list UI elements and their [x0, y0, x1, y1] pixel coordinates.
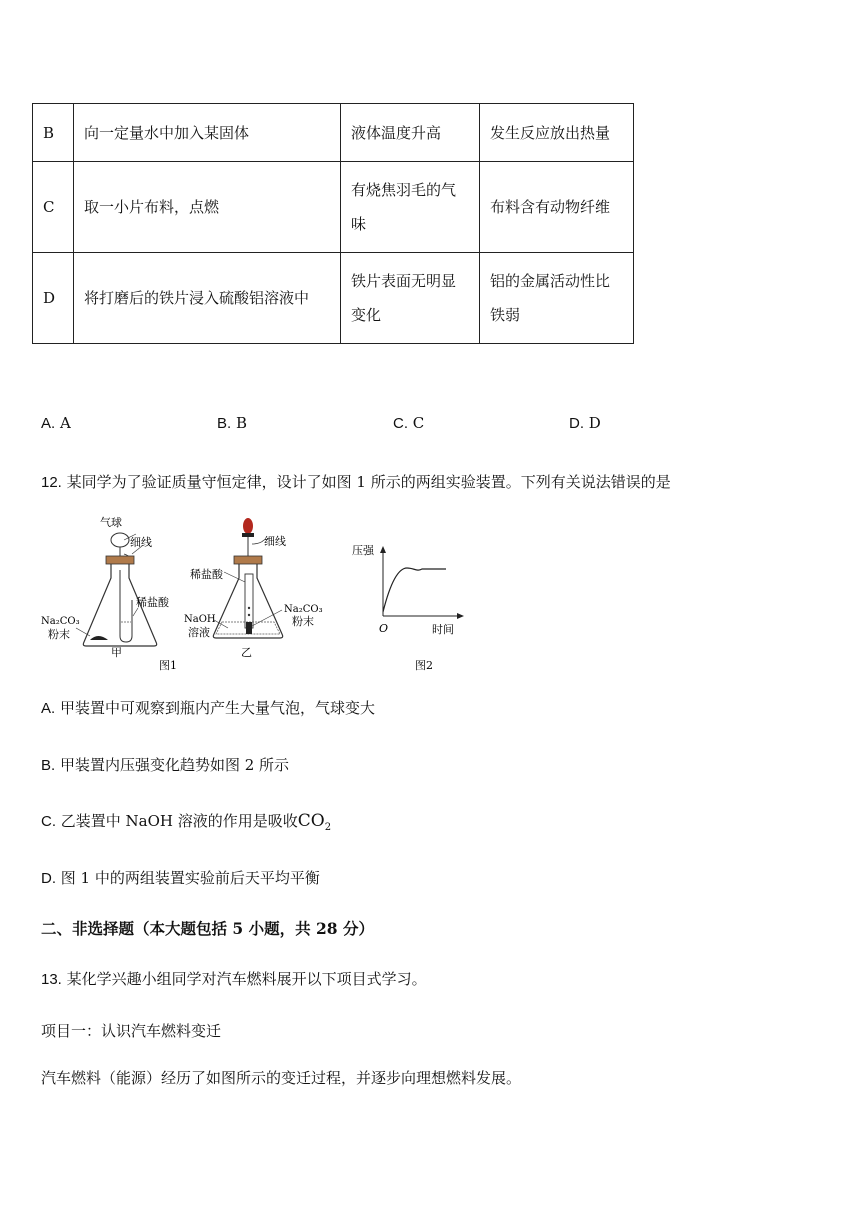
question-number: 13. [41, 971, 62, 988]
project-heading: 项目一：认识汽车燃料变迁 [41, 1022, 222, 1040]
section-heading: 二、非选择题（本大题包括 5 小题，共 28 分） [41, 919, 374, 938]
label-acid-yi: 稀盐酸 [190, 568, 223, 581]
co2-formula: CO [297, 811, 325, 831]
balloon-icon [111, 533, 129, 547]
graph-ylabel: 压强 [352, 544, 374, 557]
option-d[interactable]: D. 图 1 中的两组装置实验前后天平均平衡 [41, 869, 320, 887]
label-powder: 粉末 [48, 628, 70, 641]
phenomenon-cell: 铁片表面无明显变化 [341, 253, 480, 344]
stopper-icon [106, 556, 134, 564]
experiment-figure [38, 512, 478, 677]
figure-1-caption: 图1 [159, 659, 177, 672]
option-c[interactable]: C. C [393, 414, 425, 432]
experiment-table [32, 103, 634, 344]
option-a[interactable]: A. 甲装置中可观察到瓶内产生大量气泡，气球变大 [41, 699, 375, 717]
option-d[interactable]: D. D [569, 414, 601, 432]
label-balloon: 气球 [100, 516, 122, 529]
option-cell: D [33, 253, 74, 344]
label-naoh: NaOH [184, 614, 216, 625]
conclusion-cell: 布料含有动物纤维 [480, 162, 634, 253]
operation-cell: 将打磨后的铁片浸入硫酸铝溶液中 [74, 253, 341, 344]
question-13-stem: 13. 某化学兴趣小组同学对汽车燃料展开以下项目式学习。 [41, 970, 427, 988]
label-acid: 稀盐酸 [136, 596, 169, 609]
table-row [33, 104, 634, 162]
option-b[interactable]: B. 甲装置内压强变化趋势如图 2 所示 [41, 756, 290, 774]
question-12-stem: 12. 某同学为了验证质量守恒定律，设计了如图 1 所示的两组实验装置。下列有关说法错误的是 [41, 473, 671, 491]
operation-cell: 向一定量水中加入某固体 [74, 104, 341, 162]
pressure-graph [380, 546, 464, 619]
label-solution: 溶液 [188, 626, 210, 639]
operation-cell: 取一小片布料，点燃 [74, 162, 341, 253]
option-c[interactable]: C. 乙装置中 NaOH 溶液的作用是吸收$CO_2$ [41, 811, 332, 833]
label-thread: 细线 [130, 536, 152, 549]
graph-xlabel: 时间 [432, 623, 454, 636]
phenomenon-cell: 有烧焦羽毛的气味 [341, 162, 480, 253]
option-cell: B [33, 104, 74, 162]
question-number: 12. [41, 474, 62, 491]
graph-origin: O [379, 622, 389, 635]
apparatus-jia [76, 533, 157, 646]
table-row [33, 162, 634, 253]
option-cell: C [33, 162, 74, 253]
label-thread-yi: 细线 [264, 535, 286, 548]
figure-2-caption: 图2 [415, 659, 433, 672]
label-formula-yi: Na₂CO₃ [284, 604, 323, 615]
conclusion-cell: 发生反应放出热量 [480, 104, 634, 162]
label-yi: 乙 [241, 646, 252, 659]
conclusion-cell: 铝的金属活动性比铁弱 [480, 253, 634, 344]
dropper-bulb-icon [243, 518, 253, 534]
option-b[interactable]: B. B [217, 414, 247, 432]
label-jia: 甲 [111, 646, 122, 659]
phenomenon-cell: 液体温度升高 [341, 104, 480, 162]
intro-text: 汽车燃料（能源）经历了如图所示的变迁过程，并逐步向理想燃料发展。 [41, 1069, 522, 1087]
label-formula: Na₂CO₃ [41, 616, 80, 627]
label-powder-yi: 粉末 [292, 615, 314, 628]
option-a[interactable]: A. A [41, 414, 71, 432]
pressure-curve [383, 568, 446, 612]
table-row [33, 253, 634, 344]
